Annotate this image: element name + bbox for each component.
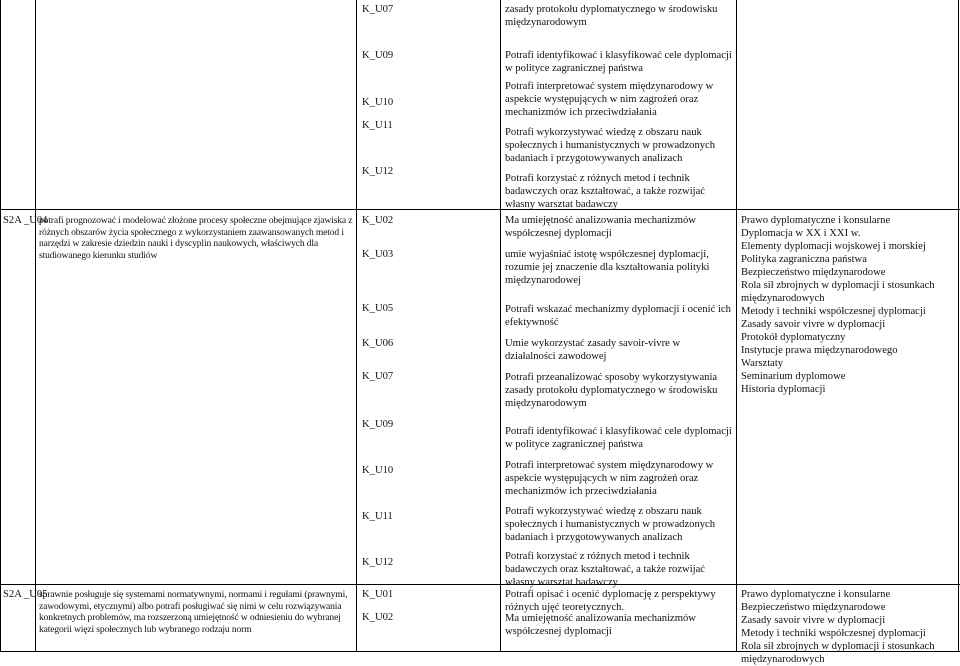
- skill-description: Potrafi identyfikować i klasyfikować cele dyplomacji w polityce zagranicznej państwa: [505, 50, 732, 74]
- skill-description: Potrafi wykorzystywać wiedzę z obszaru nauk społecznych i humanistycznych w prowadzonych badaniach i przygotowywanych analizach: [505, 506, 716, 543]
- skill-description: Ma umiejętność analizowania mechanizmów współczesnej dyplomacji: [505, 613, 696, 637]
- course-item: Instytucje prawa międzynarodowego: [741, 345, 898, 356]
- skill-description: Potrafi korzystać z różnych metod i technik badawczych oraz kształtować, a także rozwijać własny warsztat badawczy: [505, 173, 705, 210]
- course-list: [741, 214, 955, 396]
- skill-description: Ma umiejętność analizowania mechanizmów współczesnej dyplomacji: [505, 215, 696, 239]
- course-item: Bezpieczeństwo międzynarodowe: [741, 267, 886, 278]
- outcome-code: K_U09: [362, 419, 394, 430]
- outcome-code: K_U02: [362, 612, 394, 623]
- effect-description: potrafi prognozować i modelować złożone procesy społeczne obejmujące zjawiska z różnych obszarów życia społecznego z wykorzystaniem zaawansowanych metod i narzędzi w zakresie dziedzin nauki i dyscyplin naukowych, właściwych dla studiowanego kierunku studiów: [39, 215, 353, 261]
- course-item: Warsztaty: [741, 358, 784, 369]
- skill-description: Potrafi wskazać mechanizmy dyplomacji i ocenić ich efektywność: [505, 304, 731, 328]
- outcome-code: K_U07: [362, 4, 394, 15]
- course-item: Polityka zagraniczna państwa: [741, 254, 867, 265]
- skill-description: Potrafi wykorzystywać wiedzę z obszaru nauk społecznych i humanistycznych w prowadzonych badaniach i przygotowywanych analizach: [505, 127, 716, 164]
- skill-description: Potrafi opisać i ocenić dyplomację z perspektywy różnych ujęć teoretycznych.: [505, 589, 716, 613]
- outcome-code: K_U11: [362, 120, 393, 131]
- course-item: Metody i techniki współczesnej dyplomacji: [741, 306, 926, 317]
- column-divider: [500, 0, 501, 652]
- skill-description: Potrafi interpretować system międzynarodowy w aspekcie występujących w nim zagrożeń oraz mechanizmów ich przeciwdziałania: [505, 460, 714, 497]
- outcome-code: K_U01: [362, 589, 394, 600]
- outcome-code: K_U10: [362, 465, 394, 476]
- outcome-code: K_U10: [362, 97, 394, 108]
- outcome-code: K_U06: [362, 338, 394, 349]
- course-item: Historia dyplomacji: [741, 384, 826, 395]
- outcome-code: K_U11: [362, 511, 393, 522]
- course-item: Bezpieczeństwo międzynarodowe: [741, 602, 886, 613]
- course-item: Prawo dyplomatyczne i konsularne: [741, 589, 891, 600]
- column-divider: [0, 0, 1, 652]
- skill-description: zasady protokołu dyplomatycznego w środowisku międzynarodowym: [505, 4, 718, 28]
- column-divider: [958, 0, 959, 652]
- course-item: Rola sił zbrojnych w dyplomacji i stosunkach międzynarodowych: [741, 641, 935, 665]
- outcome-code: K_U12: [362, 166, 394, 177]
- outcome-code: K_U03: [362, 249, 394, 260]
- row-divider: [0, 584, 960, 585]
- course-item: Dyplomacja w XX i XXI w.: [741, 228, 861, 239]
- course-item: Zasady savoir vivre w dyplomacji: [741, 615, 886, 626]
- skill-description: Umie wykorzystać zasady savoir-vivre w działalności zawodowej: [505, 338, 681, 362]
- skill-description: Potrafi przeanalizować sposoby wykorzystywania zasady protokołu dyplomatycznego w środowisku międzynarodowym: [505, 372, 718, 409]
- outcome-code: K_U02: [362, 215, 394, 226]
- course-item: Rola sił zbrojnych w dyplomacji i stosunkach międzynarodowych: [741, 280, 935, 304]
- row-divider: [0, 209, 960, 210]
- column-divider: [736, 0, 737, 652]
- skill-description: Potrafi identyfikować i klasyfikować cele dyplomacji w polityce zagranicznej państwa: [505, 426, 732, 450]
- outcome-code: K_U09: [362, 50, 394, 61]
- outcome-code: K_U12: [362, 557, 394, 568]
- outcome-code: K_U07: [362, 371, 394, 382]
- column-divider: [35, 0, 36, 652]
- skill-description: Potrafi korzystać z różnych metod i technik badawczych oraz kształtować, a także rozwijać własny warsztat badawczy: [505, 551, 705, 588]
- skill-description: umie wyjaśniać istotę współczesnej dyplomacji, rozumie jej znaczenie dla kształtowania polityki międzynarodowej: [505, 249, 710, 286]
- course-item: Elementy dyplomacji wojskowej i morskiej: [741, 241, 926, 252]
- course-item: Metody i techniki współczesnej dyplomacji: [741, 628, 926, 639]
- skill-description: Potrafi interpretować system międzynarodowy w aspekcie występujących w nim zagrożeń oraz mechanizmów ich przeciwdziałania: [505, 81, 714, 118]
- course-item: Zasady savoir vivre w dyplomacji: [741, 319, 886, 330]
- column-divider: [356, 0, 357, 652]
- course-item: Prawo dyplomatyczne i konsularne: [741, 215, 891, 226]
- course-item: Protokół dyplomatyczny: [741, 332, 846, 343]
- effect-description: sprawnie posługuje się systemami normatywnymi, normami i regułami (prawnymi, zawodowymi, etycznymi) albo potrafi posługiwać się nimi w celu rozwiązywania konkretnych problemów, ma rozszerzoną umiejętność w odniesieniu do wybranej kategorii więzi społecznych lub wybranego rodzaju norm: [39, 589, 348, 635]
- effect-code: S2A _U05: [3, 589, 48, 600]
- effect-code: S2A _U04: [3, 215, 48, 226]
- course-item: Seminarium dyplomowe: [741, 371, 846, 382]
- outcome-code: K_U05: [362, 303, 394, 314]
- course-list: [741, 588, 955, 666]
